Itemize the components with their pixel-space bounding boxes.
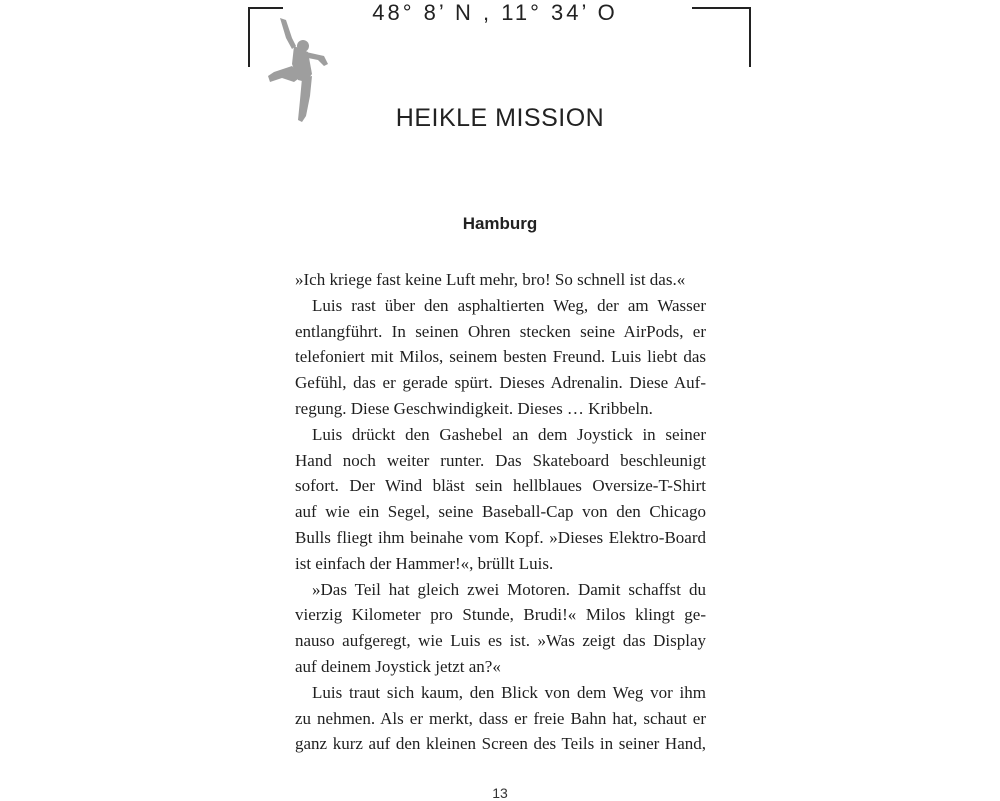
- text-line: vierzig Kilometer pro Stunde, Brudi!« Milos klingt ge-: [295, 605, 706, 625]
- text-line: »Das Teil hat gleich zwei Motoren. Damit schaffst du: [312, 579, 706, 599]
- text-line: nauso aufgeregt, wie Luis es ist. »Was zeigt das Display: [295, 631, 706, 651]
- chapter-title: HEIKLE MISSION: [395, 104, 605, 132]
- text-line: ist einfach der Hammer!«, brüllt Luis.: [295, 553, 554, 573]
- corner-frame-right: [692, 7, 751, 67]
- text-line: »Ich kriege fast keine Luft mehr, bro! So schnell ist das.«: [295, 270, 686, 289]
- coordinates-header: 48° 8’ N , 11° 34’ O: [372, 0, 618, 25]
- body-text: [295, 267, 706, 757]
- text-line: entlangführt. In seinen Ohren stecken seine AirPods, er: [295, 321, 706, 341]
- text-line: Gefühl, das er gerade spürt. Dieses Adrenalin. Diese Auf-: [295, 373, 706, 393]
- page-number: 13: [492, 785, 508, 801]
- text-line: Luis traut sich kaum, den Blick von dem Weg vor ihm: [312, 682, 706, 702]
- text-line: Luis rast über den asphaltierten Weg, der am Wasser: [312, 295, 706, 315]
- text-line: Luis drückt den Gashebel an dem Joystick in seiner: [312, 424, 706, 444]
- text-line: sofort. Der Wind bläst sein hellblaues Oversize-T-Shirt: [295, 476, 706, 496]
- section-location-heading: Hamburg: [462, 214, 538, 233]
- text-line: Bulls fliegt ihm beinahe vom Kopf. »Dieses Elektro-Board: [295, 527, 706, 547]
- text-line: telefoniert mit Milos, seinem besten Freund. Luis liebt das: [295, 347, 706, 367]
- text-line: zu nehmen. Als er merkt, dass er freie Bahn hat, schaut er: [295, 708, 706, 728]
- text-line: regung. Diese Geschwindigkeit. Dieses … Kribbeln.: [295, 398, 653, 418]
- text-line: ganz kurz auf den kleinen Screen des Teils in seiner Hand,: [295, 734, 706, 754]
- text-line: Hand noch weiter runter. Das Skateboard beschleunigt: [295, 450, 706, 470]
- text-line: auf wie ein Segel, seine Baseball-Cap von den Chicago: [295, 502, 706, 522]
- text-line: auf deinem Joystick jetzt an?«: [295, 656, 501, 676]
